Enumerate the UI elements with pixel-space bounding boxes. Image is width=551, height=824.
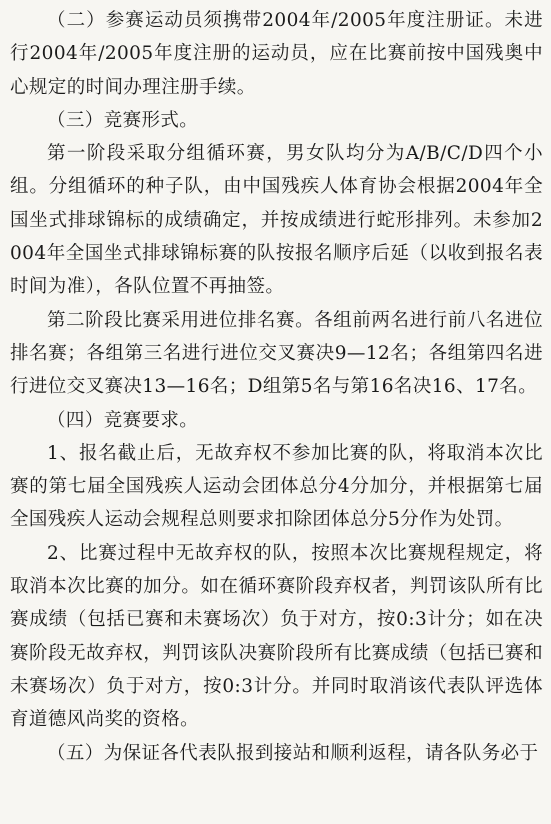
paragraph-stage-two: 第二阶段比赛采用进位排名赛。各组前两名进行前八名进位排名赛；各组第三名进行进位交叉赛决9—12名；各组第四名进行进位交叉赛决13—16名；D组第5名与第16名决16、17名。 — [10, 309, 543, 398]
paragraph-section-five: （五）为保证各代表队报到接站和顺利返程，请各队务必于 — [47, 742, 539, 764]
paragraph-requirement-2: 2、比赛过程中无故弃权的队，按照本次比赛规程规定，将取消本次比赛的加分。如在循环赛阶段弃权者，判罚该队所有比赛成绩（包括已赛和未赛场次）负于对方，按0:3计分；如在决赛阶段无故弃权，判罚该队决赛阶段所有比赛成绩（包括已赛和未赛场次）负于对方，按0:3计分。并同时取消该代表队评选体育道德风尚奖的资格。 — [10, 542, 543, 731]
heading-competition-requirements: （四）竞赛要求。 — [47, 409, 199, 431]
paragraph-registration: （二）参赛运动员须携带2004年/2005年度注册证。未进行2004年/2005年度注册的运动员，应在比赛前按中国残奥中心规定的时间办理注册手续。 — [10, 10, 543, 98]
paragraph-requirement-1: 1、报名截止后，无故弃权不参加比赛的队，将取消本次比赛的第七届全国残疾人运动会团体总分4分加分，并根据第七届全国残疾人运动会规程总则要求扣除团体总分5分作为处罚。 — [10, 442, 543, 531]
heading-competition-format: （三）竞赛形式。 — [47, 109, 199, 131]
paragraph-stage-one: 第一阶段采取分组循环赛，男女队均分为A/B/C/D四个小组。分组循环的种子队，由中国残疾人体育协会根据2004年全国坐式排球锦标的成绩确定，并按成绩进行蛇形排列。未参加2004年全国坐式排球锦标赛的队按报名顺序后延（以收到报名表时间为准），各队位置不再抽签。 — [10, 143, 543, 298]
